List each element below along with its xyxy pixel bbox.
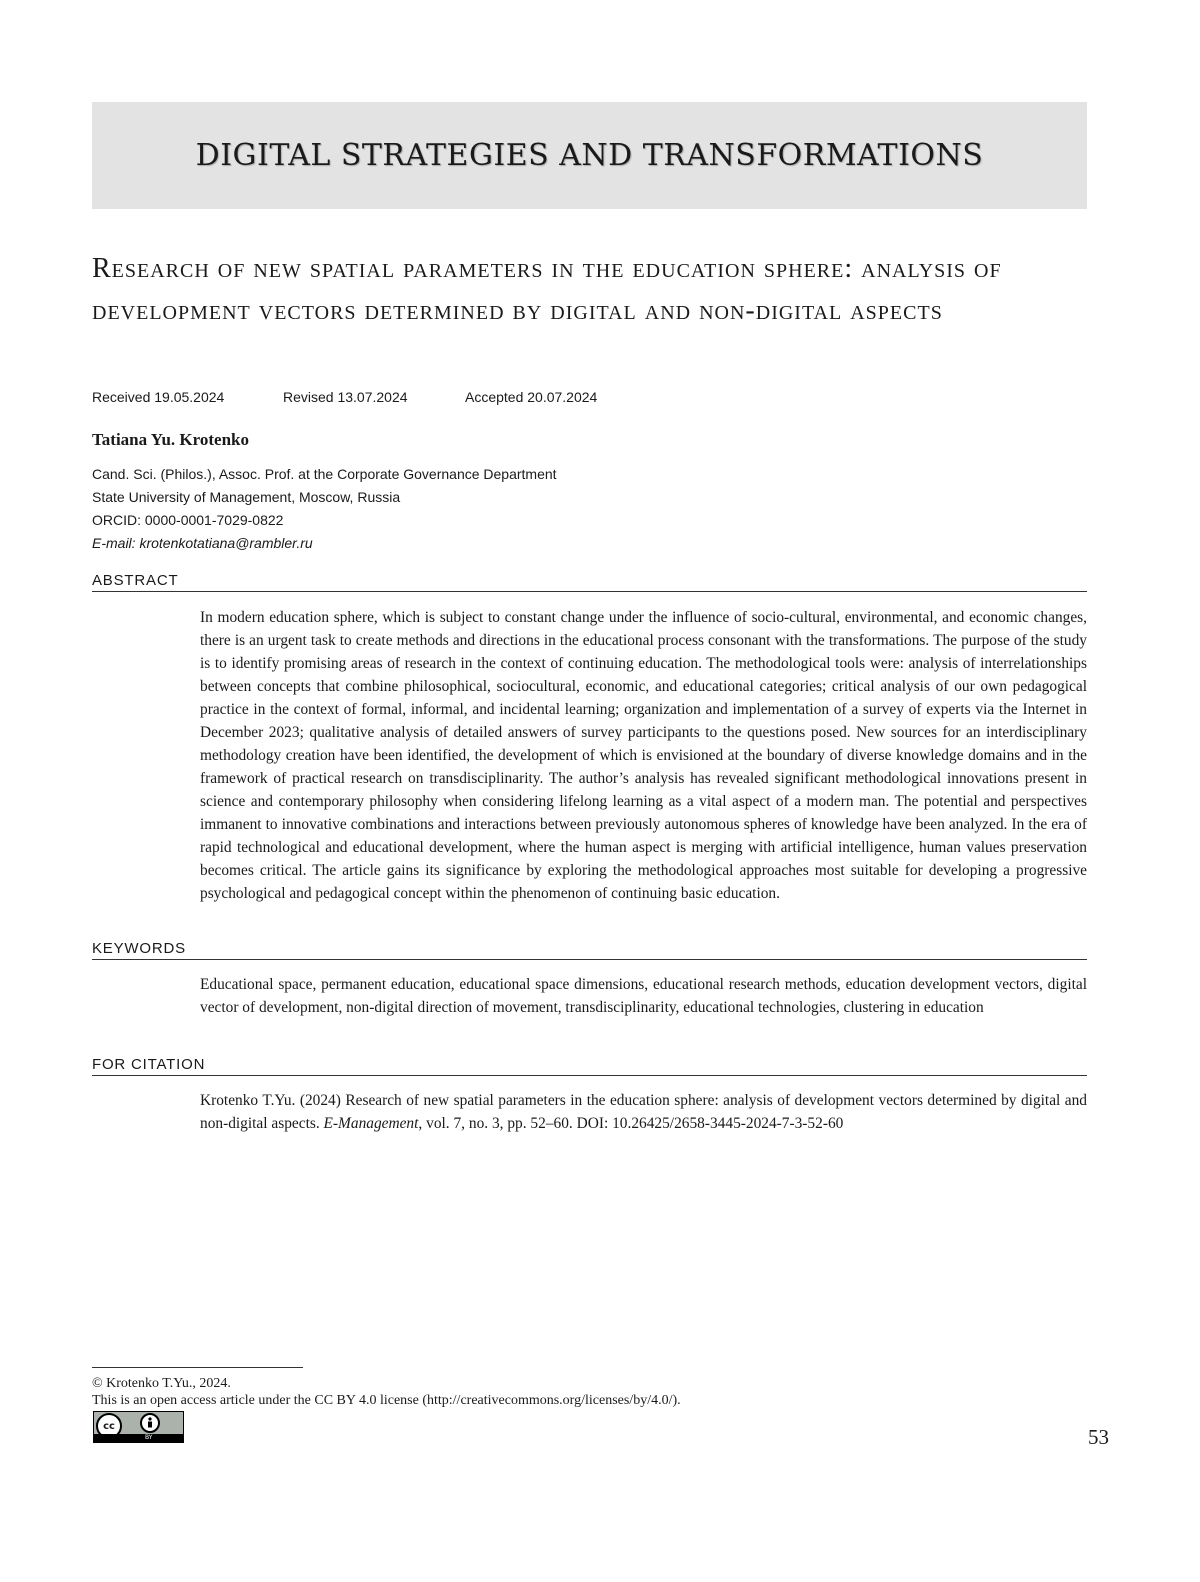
footnote-divider: [92, 1367, 303, 1368]
received-date: Received 19.05.2024: [92, 389, 224, 405]
author-name: Tatiana Yu. Krotenko: [92, 430, 249, 450]
citation-journal: E-Management: [324, 1115, 419, 1132]
cc-by-license-badge: [93, 1411, 184, 1443]
author-position: Cand. Sci. (Philos.), Assoc. Prof. at the Corporate Governance Department: [92, 463, 792, 486]
author-institution: State University of Management, Moscow, Russia: [92, 486, 792, 509]
footnote: [92, 1375, 681, 1409]
citation-details: , vol. 7, no. 3, pp. 52–60. DOI: 10.26425/2658-3445-2024-7-3-52-60: [418, 1115, 843, 1132]
attribution-icon: [140, 1413, 160, 1433]
copyright-notice: © Krotenko T.Yu., 2024.: [92, 1375, 681, 1392]
keywords-heading: KEYWORDS: [92, 940, 1087, 960]
abstract-heading: ABSTRACT: [92, 572, 1087, 592]
page-number: 53: [1088, 1425, 1109, 1450]
keywords-text: Educational space, permanent education, educational space dimensions, educational research methods, education development vectors, digital vector of development, non-digital direction of movement, transdisciplinarity, educational technologies, clustering in education: [200, 973, 1087, 1019]
article-title: Research of new spatial parameters in the education sphere: analysis of development vectors determined by digital and non-digital aspects: [92, 248, 1092, 332]
author-affiliation: [92, 463, 792, 555]
license-notice: This is an open access article under the CC BY 4.0 license (http://creativecommons.org/licenses/by/4.0/).: [92, 1392, 681, 1409]
citation-heading: FOR CITATION: [92, 1056, 1087, 1076]
badge-by-label: BY: [145, 1434, 152, 1442]
author-orcid: ORCID: 0000-0001-7029-0822: [92, 509, 792, 532]
accepted-date: Accepted 20.07.2024: [465, 389, 597, 405]
badge-bar: [94, 1434, 183, 1442]
citation-text: [200, 1089, 1087, 1135]
citation-ref: Krotenko T.Yu. (2024) Research of new spatial parameters in the education sphere: analysis of development vectors determined by digital and non-digital aspects.: [200, 1092, 1087, 1132]
section-banner: [92, 102, 1087, 209]
revised-date: Revised 13.07.2024: [283, 389, 408, 405]
section-title: DIGITAL STRATEGIES AND TRANSFORMATIONS: [196, 138, 984, 173]
cc-icon: cc: [96, 1413, 122, 1439]
author-email: E-mail: krotenkotatiana@rambler.ru: [92, 532, 792, 555]
abstract-text: In modern education sphere, which is subject to constant change under the influence of socio-cultural, environmental, and economic changes, there is an urgent task to create methods and directions in the educational process consonant with the transformations. The purpose of the study is to identify promising areas of research in the context of continuing education. The methodological tools were: analysis of interrelationships between concepts that combine philosophical, sociocultural, economic, and educational categories; critical analysis of our own pedagogical practice in the context of formal, informal, and incidental learning; organization and implementation of a survey of experts via the Internet in December 2023; qualitative analysis of detailed answers of survey participants to the questions posed. New sources for an interdisciplinary methodology creation have been identified, the development of which is envisioned at the boundary of diverse knowledge domains and in the framework of practical research on transdisciplinarity. The author’s analysis has revealed significant methodological innovations present in science and contemporary philosophy when considering lifelong learning as a vital aspect of a modern man. The potential and perspectives immanent to innovative combinations and interactions between previously autonomous spheres of knowledge have been analyzed. In the era of rapid technological and educational development, where the human aspect is merging with artificial intelligence, human values preservation becomes critical. The article gains its significance by exploring the methodological approaches most suitable for developing a progressive psychological and pedagogical concept within the phenomenon of continuing basic education.: [200, 606, 1087, 905]
